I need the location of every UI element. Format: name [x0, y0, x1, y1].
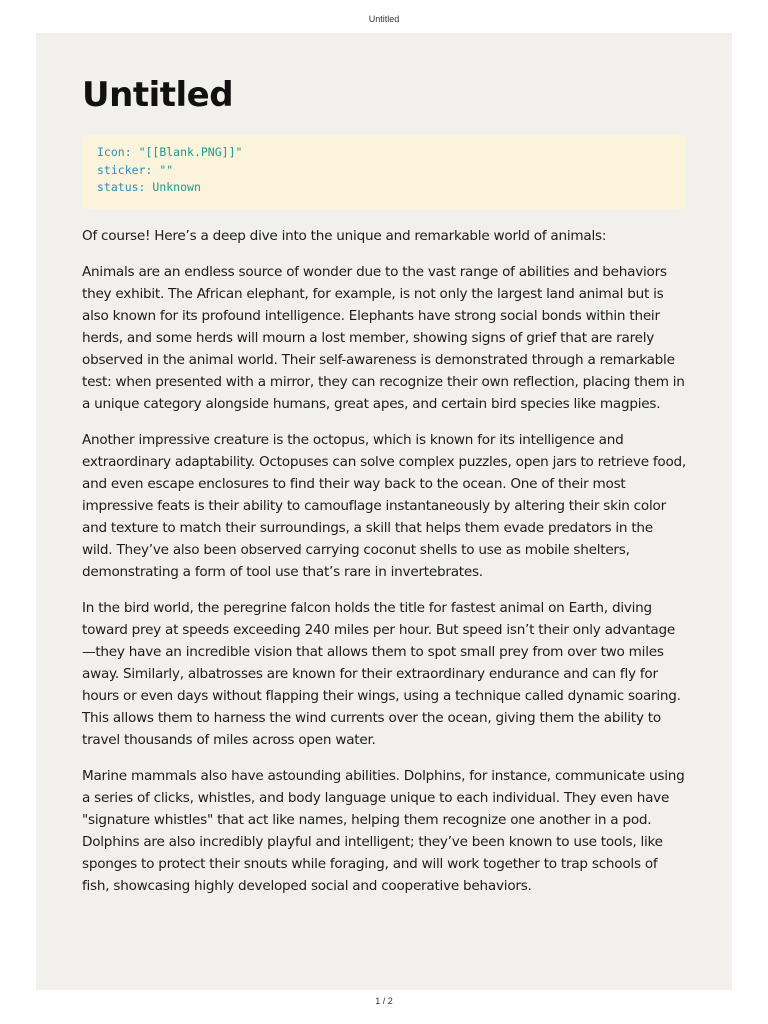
birds-paragraph: In the bird world, the peregrine falcon holds the title for fastest animal on Earth, diving toward prey at speeds exceeding 240 miles per hour. But speed isn’t their only advantage—they have an incredible vision that allows them to spot small prey from over two miles away. Similarly, albatrosses are known for their extraordinary endurance and can fly for hours or even days without flapping their wings, using a technique called dynamic soaring. This allows them to harness the wind currents over the ocean, giving them the ability to travel thousands of miles across open water. — [82, 599, 681, 748]
intro-paragraph: Of course! Here’s a deep dive into the unique and remarkable world of animals: — [82, 227, 607, 244]
frontmatter-key: status: — [97, 180, 146, 194]
page-number: 1 / 2 — [375, 996, 393, 1006]
frontmatter-row-icon — [97, 144, 671, 162]
frontmatter-value: "[[Blank.PNG]]" — [138, 145, 243, 159]
frontmatter-row-status — [97, 179, 671, 197]
frontmatter-value: Unknown — [152, 180, 201, 194]
frontmatter-key: sticker: — [97, 162, 153, 177]
document-page — [36, 33, 732, 990]
print-header-title: Untitled — [368, 14, 400, 24]
document-content — [82, 73, 686, 911]
frontmatter-value: "" — [159, 162, 174, 177]
frontmatter-key: Icon: — [97, 145, 132, 159]
document-title: Untitled — [82, 75, 234, 115]
elephant-paragraph: Animals are an endless source of wonder due to the vast range of abilities and behaviors they exhibit. The African elephant, for example, is not only the largest land animal but is also known for its profound intelligence. Elephants have strong social bonds within their herds, and some herds will mourn a lost member, showing signs of grief that are rarely observed in the animal world. Their self-awareness is demonstrated through a remarkable test: when presented with a mirror, they can recognize their own reflection, placing them in a unique category alongside humans, great apes, and certain bird species like magpies. — [82, 263, 685, 412]
marine-mammals-paragraph: Marine mammals also have astounding abilities. Dolphins, for instance, communicate using a series of clicks, whistles, and body language unique to each individual. They even have "signature whistles" that act like names, helping them recognize one another in a pod. Dolphins are also incredibly playful and intelligent; they’ve been known to use tools, like sponges to protect their snouts while foraging, and will work together to trap schools of fish, showcasing highly developed social and cooperative behaviors. — [82, 767, 685, 894]
frontmatter-block — [82, 135, 686, 209]
frontmatter-row-sticker — [97, 162, 671, 180]
octopus-paragraph: Another impressive creature is the octopus, which is known for its intelligence and extraordinary adaptability. Octopuses can solve complex puzzles, open jars to retrieve food, and even escape enclosures to find their way back to the ocean. One of their most impressive feats is their ability to camouflage instantaneously by altering their skin color and texture to match their surroundings, a skill that helps them evade predators in the wild. They’ve also been observed carrying coconut shells to use as mobile shelters, demonstrating a form of tool use that’s rare in invertebrates. — [82, 431, 686, 580]
